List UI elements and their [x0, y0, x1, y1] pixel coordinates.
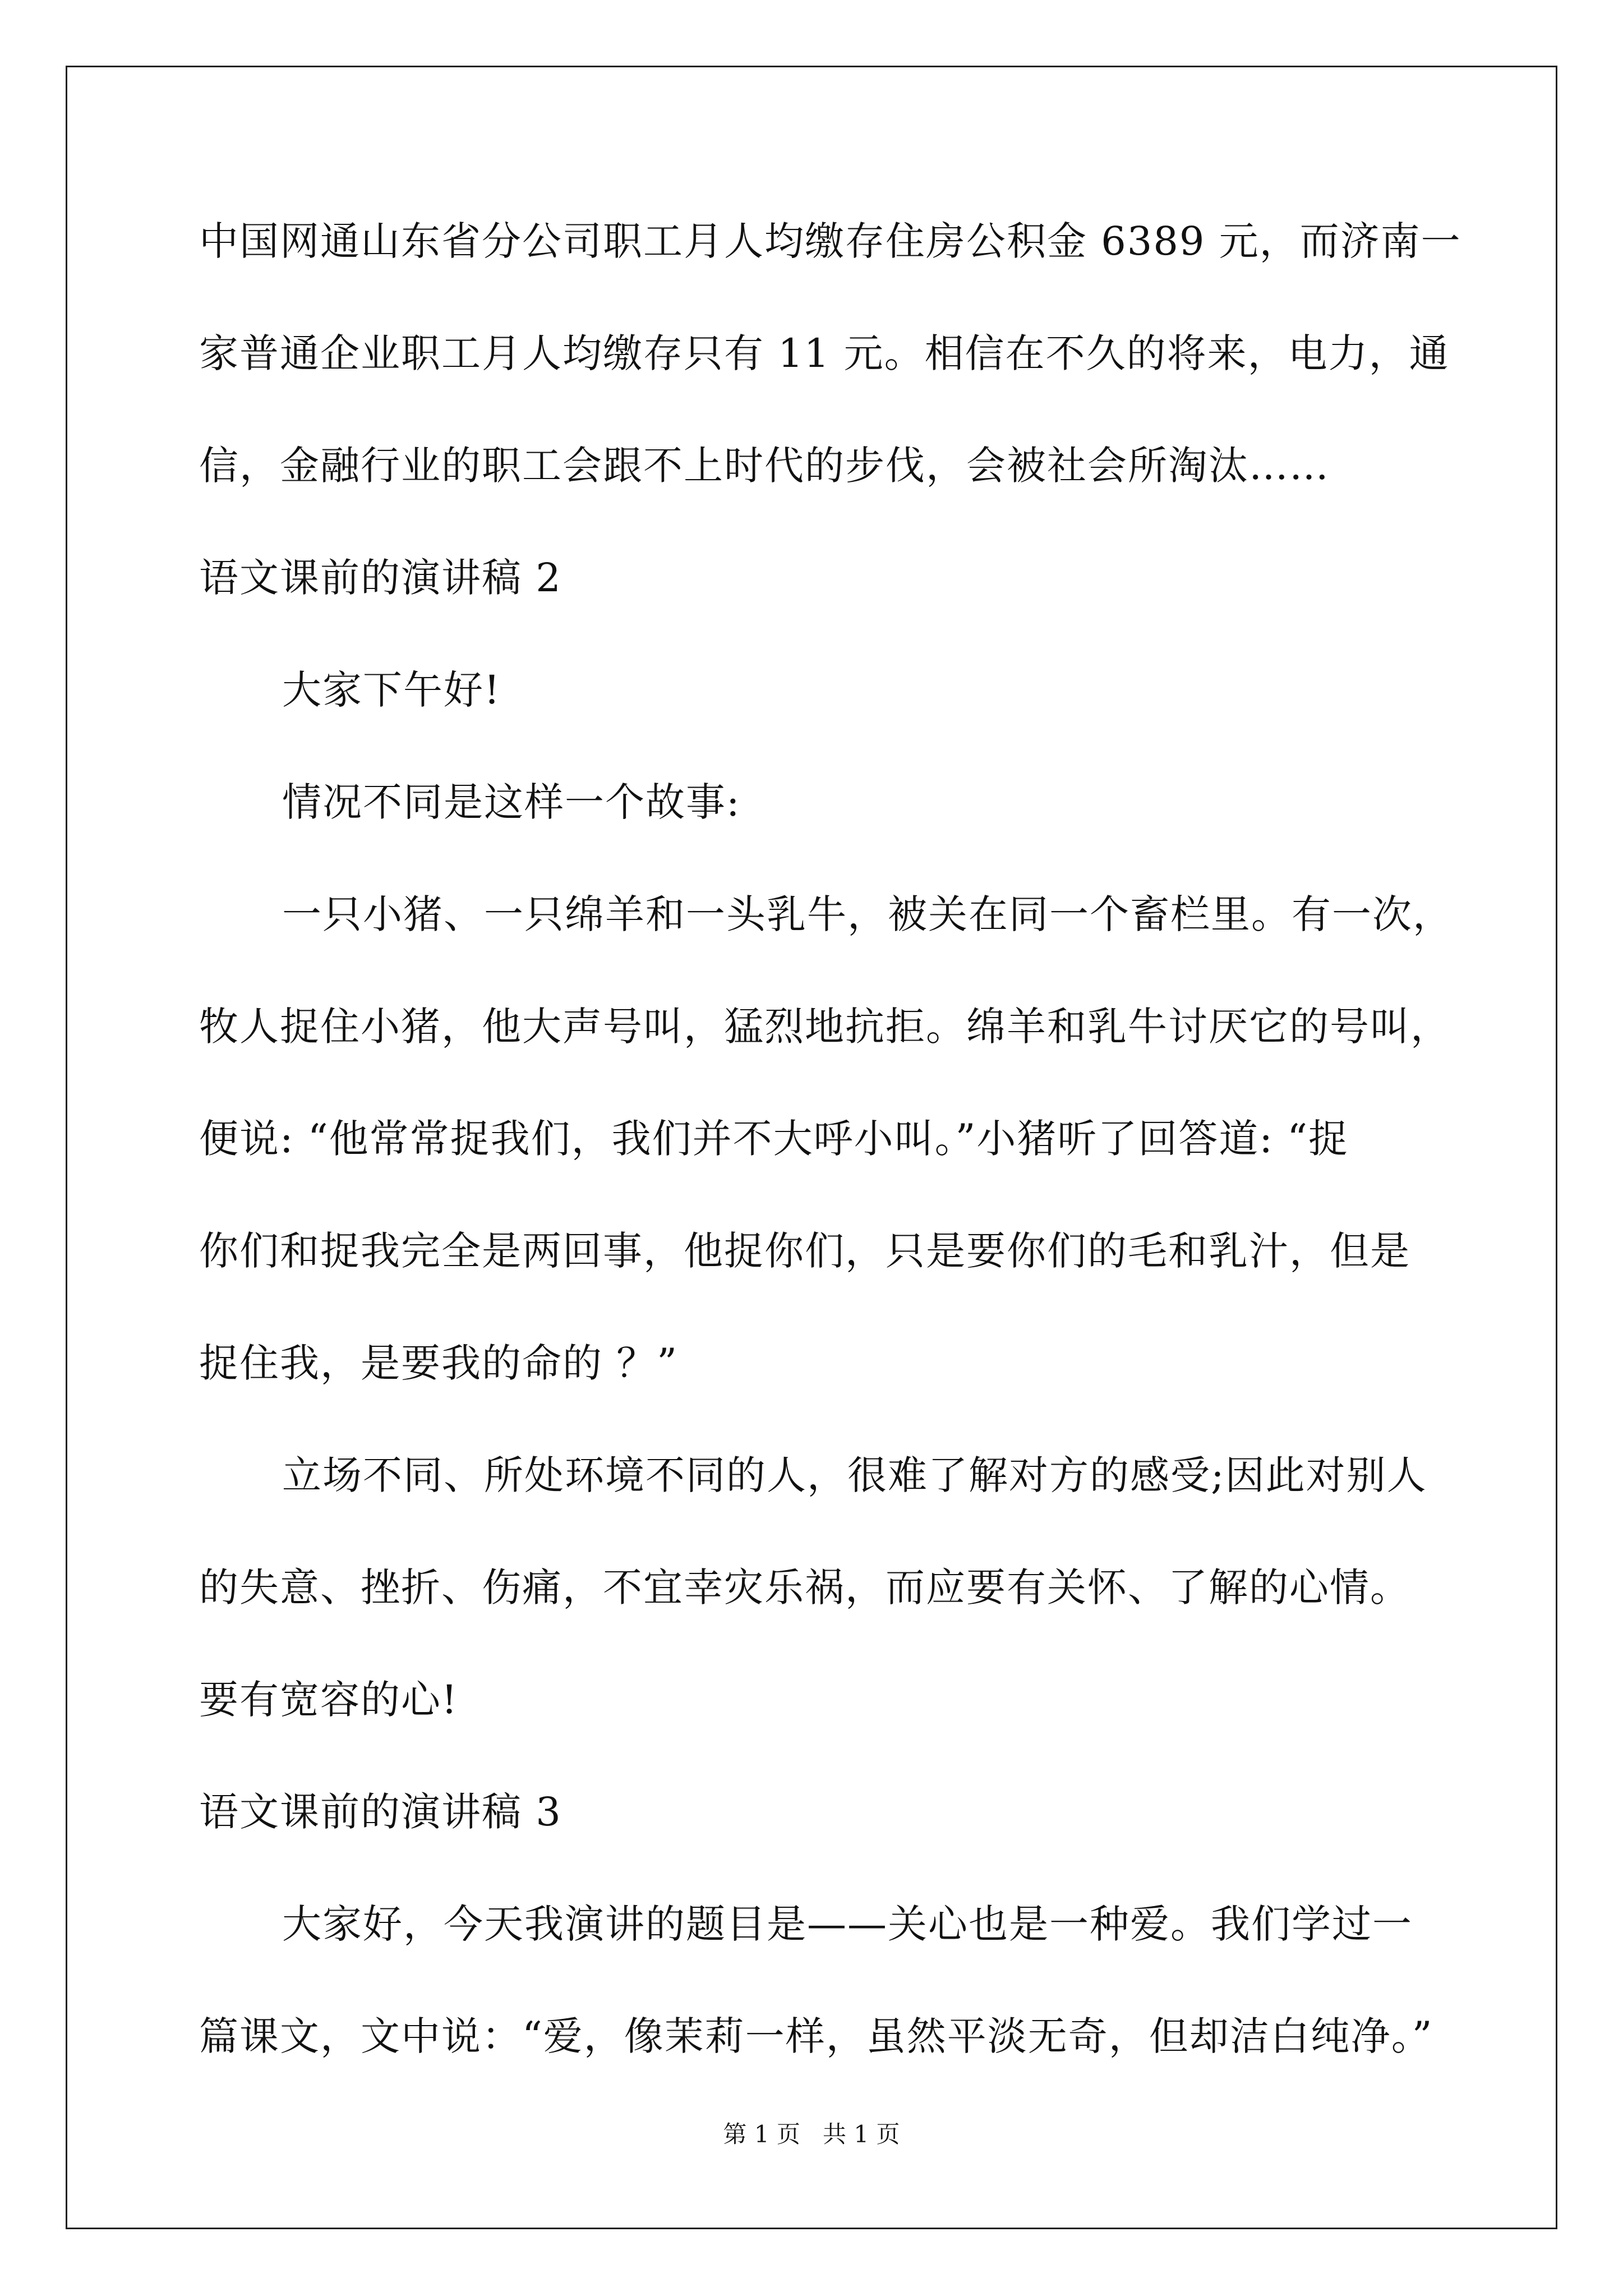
section-heading: 语文课前的演讲稿 3 [199, 1789, 562, 1835]
paragraph-line: 便说: “他常常捉我们，我们并不大呼小叫。”小猪听了回答道: “捉 [199, 1116, 1349, 1162]
page-number-footer: 第 1 页 共 1 页 [723, 2120, 900, 2148]
intro-text: 情况不同是这样一个故事: [282, 779, 741, 825]
section-heading: 语文课前的演讲稿 2 [199, 555, 562, 601]
paragraph-line: 大家好，今天我演讲的题目是——关心也是一种爱。我们学过一 [282, 1901, 1413, 1947]
paragraph-line: 篇课文，文中说：“爱，像茉莉一样，虽然平淡无奇，但却洁白纯净。” [199, 2013, 1433, 2059]
paragraph-line: 一只小猪、一只绵羊和一头乳牛，被关在同一个畜栏里。有一次， [282, 891, 1453, 937]
paragraph-line: 你们和捉我完全是两回事，他捉你们，只是要你们的毛和乳汁，但是 [199, 1228, 1410, 1274]
paragraph-line: 立场不同、所处环境不同的人，很难了解对方的感受;因此对别人 [282, 1452, 1427, 1498]
paragraph-line: 捉住我，是要我的命的 ？” [199, 1340, 679, 1386]
paragraph-line: 要有宽容的心! [199, 1677, 459, 1723]
paragraph-line: 中国网通山东省分公司职工月人均缴存住房公积金 6389 元，而济南一 [199, 218, 1461, 264]
paragraph-line: 的失意、挫折、伤痛，不宜幸灾乐祸，而应要有关怀、了解的心情。 [199, 1565, 1410, 1611]
paragraph-line: 家普通企业职工月人均缴存只有 11 元。相信在不久的将来，电力，通 [199, 330, 1450, 376]
paragraph-line: 信，金融行业的职工会跟不上时代的步伐，会被社会所淘汰…… [199, 443, 1330, 489]
greeting-text: 大家下午好! [282, 667, 501, 713]
paragraph-line: 牧人捉住小猪，他大声号叫，猛烈地抗拒。绵羊和乳牛讨厌它的号叫， [199, 1004, 1451, 1050]
